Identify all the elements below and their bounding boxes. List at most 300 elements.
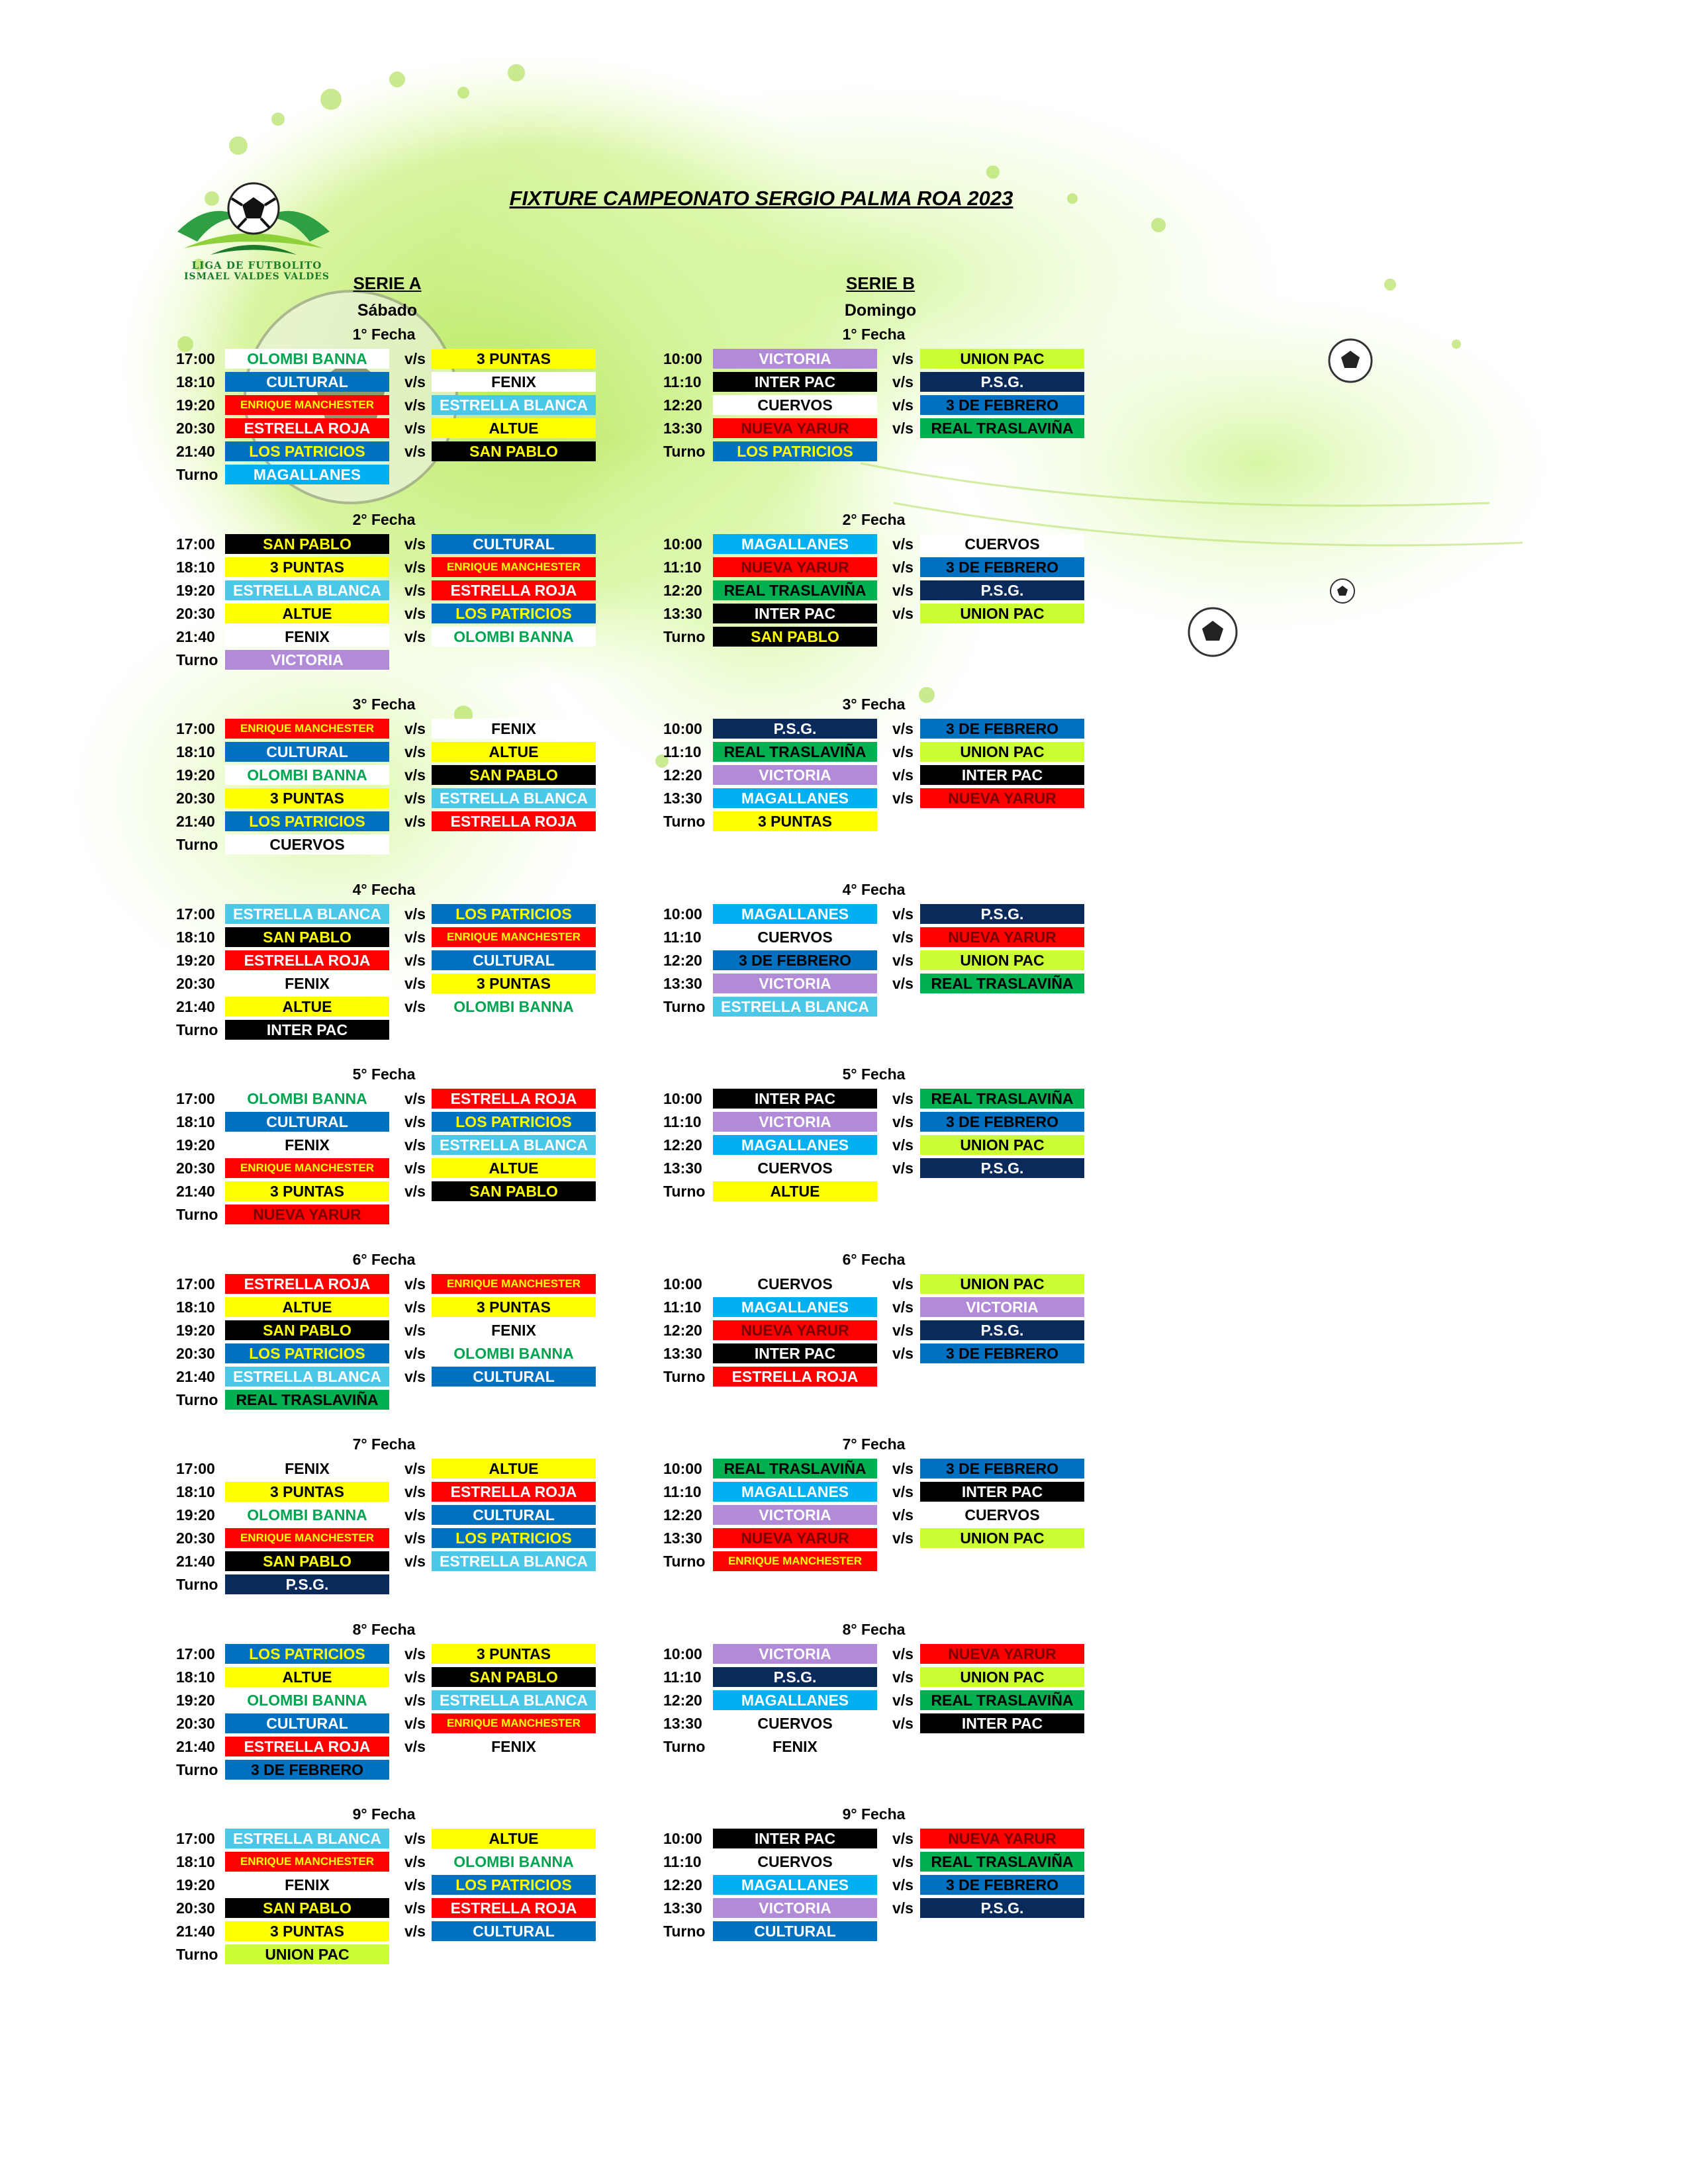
match-time: 20:30 (176, 790, 215, 807)
vs-label: v/s (892, 905, 914, 923)
match-time: 20:30 (176, 420, 215, 437)
home-team: NUEVA YARUR (713, 1320, 877, 1340)
match-time: 13:30 (663, 1160, 702, 1177)
home-team: ENRIQUE MANCHESTER (225, 395, 389, 415)
home-team: MAGALLANES (713, 788, 877, 808)
away-team: 3 DE FEBRERO (920, 719, 1084, 739)
away-team: OLOMBI BANNA (432, 1343, 596, 1363)
home-team: FENIX (225, 1459, 389, 1479)
away-team: ALTUE (432, 1158, 596, 1178)
home-team: CUERVOS (713, 1158, 877, 1178)
away-team: CULTURAL (432, 534, 596, 554)
match-time: 21:40 (176, 998, 215, 1015)
home-team: SAN PABLO (225, 1898, 389, 1918)
vs-label: v/s (892, 720, 914, 737)
match-time: 13:30 (663, 975, 702, 992)
match-time: 11:10 (663, 1483, 702, 1500)
away-team: LOS PATRICIOS (432, 1112, 596, 1132)
away-team: NUEVA YARUR (920, 1829, 1084, 1848)
page-title: FIXTURE CAMPEONATO SERGIO PALMA ROA 2023 (509, 187, 1013, 210)
match-time: 18:10 (176, 1298, 215, 1316)
vs-label: v/s (404, 975, 426, 992)
fecha-label: 6° Fecha (842, 1251, 906, 1268)
home-team: ESTRELLA BLANCA (225, 580, 389, 600)
match-time: 17:00 (176, 720, 215, 737)
match-time: 21:40 (176, 813, 215, 830)
vs-label: v/s (404, 790, 426, 807)
vs-label: v/s (892, 1160, 914, 1177)
match-time: 10:00 (663, 720, 702, 737)
home-team: ALTUE (225, 604, 389, 623)
away-team: FENIX (432, 719, 596, 739)
match-time: 12:20 (663, 1876, 702, 1893)
fecha-label: 7° Fecha (352, 1435, 416, 1453)
away-team: ENRIQUE MANCHESTER (432, 927, 596, 947)
vs-label: v/s (892, 1506, 914, 1524)
home-team: LOS PATRICIOS (225, 1343, 389, 1363)
match-time: 19:20 (176, 1506, 215, 1524)
turno-label: Turno (663, 1183, 706, 1200)
match-time: 11:10 (663, 373, 702, 390)
home-team: CUERVOS (713, 1274, 877, 1294)
match-time: 18:10 (176, 1853, 215, 1870)
away-team: UNION PAC (920, 1274, 1084, 1294)
match-time: 10:00 (663, 1275, 702, 1293)
fecha-label: 5° Fecha (352, 1066, 416, 1083)
home-team: ESTRELLA ROJA (225, 950, 389, 970)
fecha-label: 4° Fecha (352, 881, 416, 898)
fecha-label: 6° Fecha (352, 1251, 416, 1268)
match-time: 11:10 (663, 1853, 702, 1870)
vs-label: v/s (404, 1090, 426, 1107)
match-time: 12:20 (663, 766, 702, 784)
home-team: OLOMBI BANNA (225, 1089, 389, 1109)
home-team: ENRIQUE MANCHESTER (225, 1852, 389, 1872)
match-time: 19:20 (176, 582, 215, 599)
match-time: 21:40 (176, 1738, 215, 1755)
fecha-label: 5° Fecha (842, 1066, 906, 1083)
away-team: SAN PABLO (432, 1667, 596, 1687)
away-team: REAL TRASLAVIÑA (920, 1690, 1084, 1710)
vs-label: v/s (404, 373, 426, 390)
away-team: ENRIQUE MANCHESTER (432, 1713, 596, 1733)
away-team: ESTRELLA BLANCA (432, 1551, 596, 1571)
away-team: UNION PAC (920, 1528, 1084, 1548)
away-team: ALTUE (432, 1829, 596, 1848)
vs-label: v/s (404, 443, 426, 460)
home-team: INTER PAC (713, 372, 877, 392)
vs-label: v/s (892, 1483, 914, 1500)
home-team: SAN PABLO (225, 1320, 389, 1340)
fecha-label: 2° Fecha (842, 511, 906, 528)
serie-b-day: Domingo (844, 301, 917, 320)
home-team: MAGALLANES (713, 1482, 877, 1502)
fecha-label: 2° Fecha (352, 511, 416, 528)
vs-label: v/s (404, 1113, 426, 1130)
vs-label: v/s (892, 1692, 914, 1709)
vs-label: v/s (892, 1645, 914, 1662)
vs-label: v/s (892, 743, 914, 760)
vs-label: v/s (404, 628, 426, 645)
away-team: ESTRELLA BLANCA (432, 1690, 596, 1710)
away-team: FENIX (432, 1737, 596, 1756)
match-time: 10:00 (663, 535, 702, 553)
home-team: ESTRELLA ROJA (225, 1737, 389, 1756)
turno-label: Turno (663, 443, 706, 460)
home-team: CUERVOS (713, 1852, 877, 1872)
match-time: 21:40 (176, 1923, 215, 1940)
home-team: FENIX (225, 1875, 389, 1895)
away-team: ESTRELLA ROJA (432, 1482, 596, 1502)
match-time: 21:40 (176, 443, 215, 460)
away-team: UNION PAC (920, 742, 1084, 762)
vs-label: v/s (892, 1529, 914, 1547)
match-time: 21:40 (176, 1368, 215, 1385)
away-team: UNION PAC (920, 1135, 1084, 1155)
home-team: VICTORIA (713, 765, 877, 785)
vs-label: v/s (404, 1645, 426, 1662)
away-team: P.S.G. (920, 372, 1084, 392)
turno-team: FENIX (713, 1737, 877, 1756)
home-team: LOS PATRICIOS (225, 1644, 389, 1664)
away-team: LOS PATRICIOS (432, 904, 596, 924)
turno-label: Turno (176, 651, 218, 668)
away-team: 3 DE FEBRERO (920, 395, 1084, 415)
fecha-label: 9° Fecha (842, 1805, 906, 1823)
away-team: ESTRELLA ROJA (432, 580, 596, 600)
home-team: ENRIQUE MANCHESTER (225, 1158, 389, 1178)
home-team: CUERVOS (713, 395, 877, 415)
vs-label: v/s (404, 1529, 426, 1547)
match-time: 19:20 (176, 1136, 215, 1154)
turno-label: Turno (663, 628, 706, 645)
match-time: 20:30 (176, 1715, 215, 1732)
fecha-label: 3° Fecha (842, 696, 906, 713)
vs-label: v/s (404, 929, 426, 946)
serie-b-header: SERIE B (845, 273, 915, 293)
vs-label: v/s (404, 1160, 426, 1177)
vs-label: v/s (404, 582, 426, 599)
away-team: 3 PUNTAS (432, 349, 596, 369)
vs-label: v/s (404, 605, 426, 622)
fecha-label: 1° Fecha (352, 326, 416, 343)
home-team: MAGALLANES (713, 1875, 877, 1895)
home-team: MAGALLANES (713, 1690, 877, 1710)
home-team: ALTUE (225, 997, 389, 1017)
turno-team: INTER PAC (225, 1020, 389, 1040)
home-team: SAN PABLO (225, 534, 389, 554)
home-team: 3 PUNTAS (225, 1921, 389, 1941)
vs-label: v/s (892, 1275, 914, 1293)
match-time: 13:30 (663, 1715, 702, 1732)
vs-label: v/s (892, 1113, 914, 1130)
match-time: 13:30 (663, 605, 702, 622)
match-time: 17:00 (176, 350, 215, 367)
vs-label: v/s (404, 1853, 426, 1870)
away-team: LOS PATRICIOS (432, 1875, 596, 1895)
turno-team: ESTRELLA BLANCA (713, 997, 877, 1017)
vs-label: v/s (404, 1830, 426, 1847)
home-team: OLOMBI BANNA (225, 1690, 389, 1710)
match-time: 10:00 (663, 1645, 702, 1662)
fecha-label: 3° Fecha (352, 696, 416, 713)
away-team: OLOMBI BANNA (432, 1852, 596, 1872)
home-team: ALTUE (225, 1667, 389, 1687)
match-time: 10:00 (663, 1830, 702, 1847)
match-time: 18:10 (176, 929, 215, 946)
home-team: LOS PATRICIOS (225, 441, 389, 461)
vs-label: v/s (404, 1899, 426, 1917)
match-time: 19:20 (176, 766, 215, 784)
vs-label: v/s (892, 396, 914, 414)
vs-label: v/s (404, 1183, 426, 1200)
home-team: MAGALLANES (713, 534, 877, 554)
home-team: FENIX (225, 627, 389, 647)
match-time: 17:00 (176, 1460, 215, 1477)
match-time: 17:00 (176, 905, 215, 923)
vs-label: v/s (404, 1553, 426, 1570)
vs-label: v/s (404, 1923, 426, 1940)
home-team: VICTORIA (713, 1898, 877, 1918)
home-team: CUERVOS (713, 927, 877, 947)
turno-label: Turno (663, 1368, 706, 1385)
match-time: 11:10 (663, 1668, 702, 1686)
fecha-label: 7° Fecha (842, 1435, 906, 1453)
away-team: ESTRELLA BLANCA (432, 395, 596, 415)
away-team: SAN PABLO (432, 1181, 596, 1201)
vs-label: v/s (892, 1460, 914, 1477)
home-team: SAN PABLO (225, 1551, 389, 1571)
match-time: 11:10 (663, 559, 702, 576)
match-time: 17:00 (176, 1830, 215, 1847)
match-time: 18:10 (176, 373, 215, 390)
turno-label: Turno (663, 1553, 706, 1570)
away-team: 3 DE FEBRERO (920, 557, 1084, 577)
home-team: OLOMBI BANNA (225, 765, 389, 785)
turno-team: LOS PATRICIOS (713, 441, 877, 461)
vs-label: v/s (404, 1738, 426, 1755)
match-time: 18:10 (176, 1113, 215, 1130)
home-team: CULTURAL (225, 1112, 389, 1132)
vs-label: v/s (404, 420, 426, 437)
away-team: REAL TRASLAVIÑA (920, 418, 1084, 438)
match-time: 10:00 (663, 1090, 702, 1107)
match-time: 20:30 (176, 975, 215, 992)
home-team: P.S.G. (713, 1667, 877, 1687)
turno-team: NUEVA YARUR (225, 1205, 389, 1224)
match-time: 11:10 (663, 1298, 702, 1316)
vs-label: v/s (404, 1298, 426, 1316)
away-team: NUEVA YARUR (920, 788, 1084, 808)
away-team: ESTRELLA ROJA (432, 1089, 596, 1109)
vs-label: v/s (892, 1668, 914, 1686)
vs-label: v/s (892, 1899, 914, 1917)
away-team: CULTURAL (432, 1505, 596, 1525)
away-team: ALTUE (432, 1459, 596, 1479)
turno-team: ENRIQUE MANCHESTER (713, 1551, 877, 1571)
away-team: ALTUE (432, 742, 596, 762)
match-time: 20:30 (176, 605, 215, 622)
vs-label: v/s (404, 905, 426, 923)
turno-team: 3 DE FEBRERO (225, 1760, 389, 1780)
home-team: ENRIQUE MANCHESTER (225, 1528, 389, 1548)
match-time: 18:10 (176, 559, 215, 576)
home-team: 3 DE FEBRERO (713, 950, 877, 970)
away-team: 3 PUNTAS (432, 1297, 596, 1317)
turno-label: Turno (176, 1021, 218, 1038)
away-team: INTER PAC (920, 765, 1084, 785)
match-time: 20:30 (176, 1160, 215, 1177)
home-team: OLOMBI BANNA (225, 1505, 389, 1525)
vs-label: v/s (404, 952, 426, 969)
home-team: MAGALLANES (713, 904, 877, 924)
vs-label: v/s (892, 1298, 914, 1316)
vs-label: v/s (404, 350, 426, 367)
home-team: INTER PAC (713, 604, 877, 623)
vs-label: v/s (892, 1345, 914, 1362)
away-team: REAL TRASLAVIÑA (920, 1089, 1084, 1109)
away-team: ESTRELLA BLANCA (432, 1135, 596, 1155)
turno-team: UNION PAC (225, 1944, 389, 1964)
away-team: ENRIQUE MANCHESTER (432, 557, 596, 577)
away-team: ENRIQUE MANCHESTER (432, 1274, 596, 1294)
home-team: FENIX (225, 974, 389, 993)
home-team: ALTUE (225, 1297, 389, 1317)
turno-team: CULTURAL (713, 1921, 877, 1941)
away-team: NUEVA YARUR (920, 1644, 1084, 1664)
vs-label: v/s (404, 720, 426, 737)
vs-label: v/s (892, 605, 914, 622)
match-time: 17:00 (176, 1275, 215, 1293)
away-team: 3 PUNTAS (432, 974, 596, 993)
match-time: 12:20 (663, 1136, 702, 1154)
away-team: CULTURAL (432, 1921, 596, 1941)
vs-label: v/s (404, 396, 426, 414)
vs-label: v/s (404, 559, 426, 576)
vs-label: v/s (892, 1830, 914, 1847)
vs-label: v/s (892, 582, 914, 599)
away-team: P.S.G. (920, 904, 1084, 924)
vs-label: v/s (404, 1668, 426, 1686)
vs-label: v/s (892, 975, 914, 992)
match-time: 13:30 (663, 1899, 702, 1917)
match-time: 11:10 (663, 743, 702, 760)
match-time: 18:10 (176, 743, 215, 760)
away-team: SAN PABLO (432, 765, 596, 785)
vs-label: v/s (404, 1345, 426, 1362)
away-team: FENIX (432, 1320, 596, 1340)
vs-label: v/s (404, 1460, 426, 1477)
home-team: CULTURAL (225, 742, 389, 762)
away-team: UNION PAC (920, 950, 1084, 970)
away-team: INTER PAC (920, 1482, 1084, 1502)
home-team: 3 PUNTAS (225, 788, 389, 808)
home-team: FENIX (225, 1135, 389, 1155)
turno-team: MAGALLANES (225, 465, 389, 484)
home-team: ESTRELLA BLANCA (225, 1367, 389, 1387)
turno-label: Turno (663, 1738, 706, 1755)
vs-label: v/s (404, 1506, 426, 1524)
home-team: REAL TRASLAVIÑA (713, 1459, 877, 1479)
match-time: 12:20 (663, 952, 702, 969)
away-team: FENIX (432, 372, 596, 392)
fecha-label: 4° Fecha (842, 881, 906, 898)
away-team: 3 DE FEBRERO (920, 1112, 1084, 1132)
turno-label: Turno (176, 1576, 218, 1593)
away-team: 3 PUNTAS (432, 1644, 596, 1664)
vs-label: v/s (892, 929, 914, 946)
match-time: 20:30 (176, 1529, 215, 1547)
home-team: CULTURAL (225, 1713, 389, 1733)
vs-label: v/s (404, 1483, 426, 1500)
away-team: REAL TRASLAVIÑA (920, 974, 1084, 993)
vs-label: v/s (404, 998, 426, 1015)
home-team: 3 PUNTAS (225, 1181, 389, 1201)
home-team: NUEVA YARUR (713, 418, 877, 438)
turno-label: Turno (176, 836, 218, 853)
home-team: REAL TRASLAVIÑA (713, 580, 877, 600)
home-team: VICTORIA (713, 1644, 877, 1664)
logo-line-2: ISMAEL VALDES VALDES (183, 271, 330, 282)
home-team: OLOMBI BANNA (225, 349, 389, 369)
home-team: VICTORIA (713, 1505, 877, 1525)
away-team: P.S.G. (920, 1320, 1084, 1340)
vs-label: v/s (892, 1090, 914, 1107)
fecha-label: 8° Fecha (842, 1621, 906, 1638)
serie-a-day: Sábado (357, 301, 418, 320)
serie-a-header: SERIE A (353, 273, 422, 293)
turno-label: Turno (176, 1761, 218, 1778)
match-time: 11:10 (663, 929, 702, 946)
vs-label: v/s (892, 1322, 914, 1339)
home-team: 3 PUNTAS (225, 557, 389, 577)
away-team: OLOMBI BANNA (432, 627, 596, 647)
match-time: 18:10 (176, 1483, 215, 1500)
home-team: VICTORIA (713, 1112, 877, 1132)
turno-team: SAN PABLO (713, 627, 877, 647)
turno-label: Turno (663, 1923, 706, 1940)
match-time: 19:20 (176, 1322, 215, 1339)
vs-label: v/s (892, 350, 914, 367)
away-team: LOS PATRICIOS (432, 1528, 596, 1548)
away-team: UNION PAC (920, 1667, 1084, 1687)
away-team: ESTRELLA ROJA (432, 811, 596, 831)
home-team: MAGALLANES (713, 1297, 877, 1317)
vs-label: v/s (892, 766, 914, 784)
home-team: REAL TRASLAVIÑA (713, 742, 877, 762)
vs-label: v/s (404, 1322, 426, 1339)
home-team: CULTURAL (225, 372, 389, 392)
home-team: INTER PAC (713, 1343, 877, 1363)
turno-team: REAL TRASLAVIÑA (225, 1390, 389, 1410)
vs-label: v/s (892, 1853, 914, 1870)
vs-label: v/s (892, 373, 914, 390)
match-time: 19:20 (176, 396, 215, 414)
vs-label: v/s (404, 1136, 426, 1154)
match-time: 10:00 (663, 905, 702, 923)
home-team: LOS PATRICIOS (225, 811, 389, 831)
away-team: UNION PAC (920, 349, 1084, 369)
vs-label: v/s (892, 535, 914, 553)
home-team: ESTRELLA BLANCA (225, 1829, 389, 1848)
away-team: REAL TRASLAVIÑA (920, 1852, 1084, 1872)
away-team: NUEVA YARUR (920, 927, 1084, 947)
turno-label: Turno (176, 1946, 218, 1963)
away-team: 3 DE FEBRERO (920, 1343, 1084, 1363)
away-team: UNION PAC (920, 604, 1084, 623)
match-time: 21:40 (176, 1553, 215, 1570)
match-time: 17:00 (176, 1645, 215, 1662)
